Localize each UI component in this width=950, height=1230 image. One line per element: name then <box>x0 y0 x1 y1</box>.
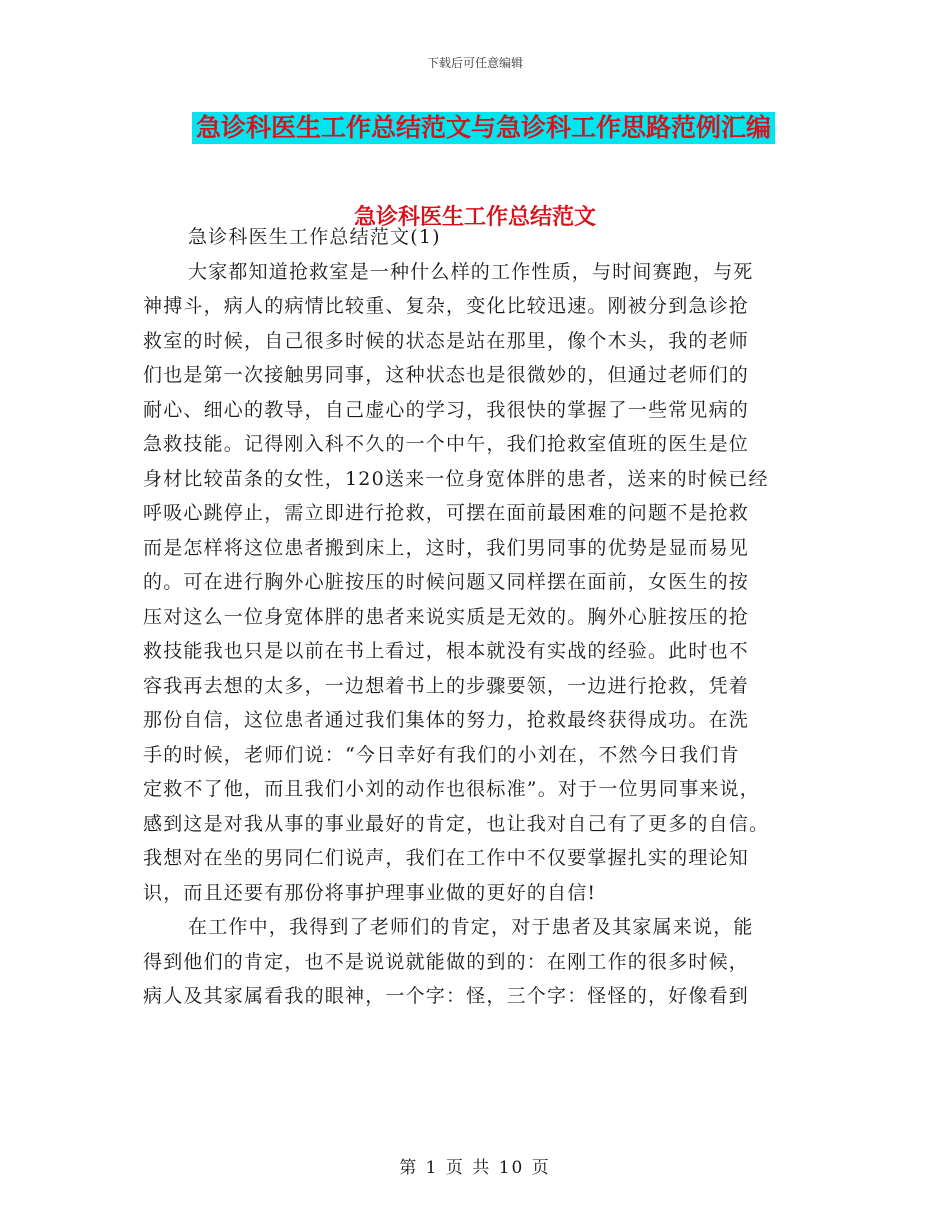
subtitle-line: 急诊科医生工作总结范文(1) <box>188 226 441 248</box>
paragraph-line: 们也是第一次接触男同事，这种状态也是很微妙的，但通过老师们的 <box>143 364 750 386</box>
paragraph-line: 的。可在进行胸外心脏按压的时候问题又同样摆在面前，女医生的按 <box>143 571 750 593</box>
page-header-note: 下载后可任意编辑 <box>426 56 523 70</box>
paragraph-line: 神搏斗，病人的病情比较重、复杂，变化比较迅速。刚被分到急诊抢 <box>143 295 750 317</box>
paragraph-line: 耐心、细心的教导，自己虚心的学习，我很快的掌握了一些常见病的 <box>143 398 750 421</box>
document-title: 急诊科医生工作总结范文与急诊科工作思路范例汇编 <box>192 112 775 144</box>
paragraph-line: 大家都知道抢救室是一种什么样的工作性质，与时间赛跑，与死 <box>188 260 754 283</box>
paragraph-line: 而是怎样将这位患者搬到床上，这时，我们男同事的优势是显而易见 <box>143 536 750 559</box>
paragraph-line: 容我再去想的太多，一边想着书上的步骤要领，一边进行抢救，凭着 <box>143 674 750 697</box>
paragraph-line: 呼吸心跳停止，需立即进行抢救，可摆在面前最困难的问题不是抢救 <box>143 502 750 524</box>
paragraph-line: 压对这么一位身宽体胖的患者来说实质是无效的。胸外心脏按压的抢 <box>143 605 750 628</box>
paragraph-line: 识，而且还要有那份将事护理事业做的更好的自信! <box>143 881 597 904</box>
paragraph-line: 救室的时候，自己很多时候的状态是站在那里，像个木头，我的老师 <box>143 329 750 352</box>
paragraph-line: 救技能我也只是以前在书上看过，根本就没有实战的经验。此时也不 <box>143 640 750 662</box>
paragraph-line: 我想对在坐的男同仁们说声，我们在工作中不仅要掌握扎实的理论知 <box>143 847 750 869</box>
paragraph-line: 得到他们的肯定，也不是说说就能做的到的：在刚工作的很多时候， <box>143 950 750 973</box>
paragraph-line: 定救不了他，而且我们小刘的动作也很标准”。对于一位男同事来说， <box>143 778 760 800</box>
section-title: 急诊科医生工作总结范文 <box>353 205 596 230</box>
body-text <box>143 220 803 1014</box>
paragraph-line: 急救技能。记得刚入科不久的一个中午，我们抢救室值班的医生是位 <box>143 433 750 455</box>
paragraph-line: 那份自信，这位患者通过我们集体的努力，抢救最终获得成功。在洗 <box>143 709 750 731</box>
paragraph-line: 在工作中，我得到了老师们的肯定，对于患者及其家属来说，能 <box>188 916 754 938</box>
paragraph-line: 身材比较苗条的女性，120送来一位身宽体胖的患者，送来的时候已经 <box>143 467 769 490</box>
paragraph-line: 病人及其家属看我的眼神，一个字：怪，三个字：怪怪的，好像看到 <box>143 985 750 1007</box>
paragraph-line: 手的时候，老师们说：“今日幸好有我们的小刘在，不然今日我们肯 <box>143 743 740 766</box>
paragraph-line: 感到这是对我从事的事业最好的肯定，也让我对自己有了更多的自信。 <box>143 812 770 835</box>
page-number-footer: 第 1 页 共 10 页 <box>399 1158 551 1178</box>
